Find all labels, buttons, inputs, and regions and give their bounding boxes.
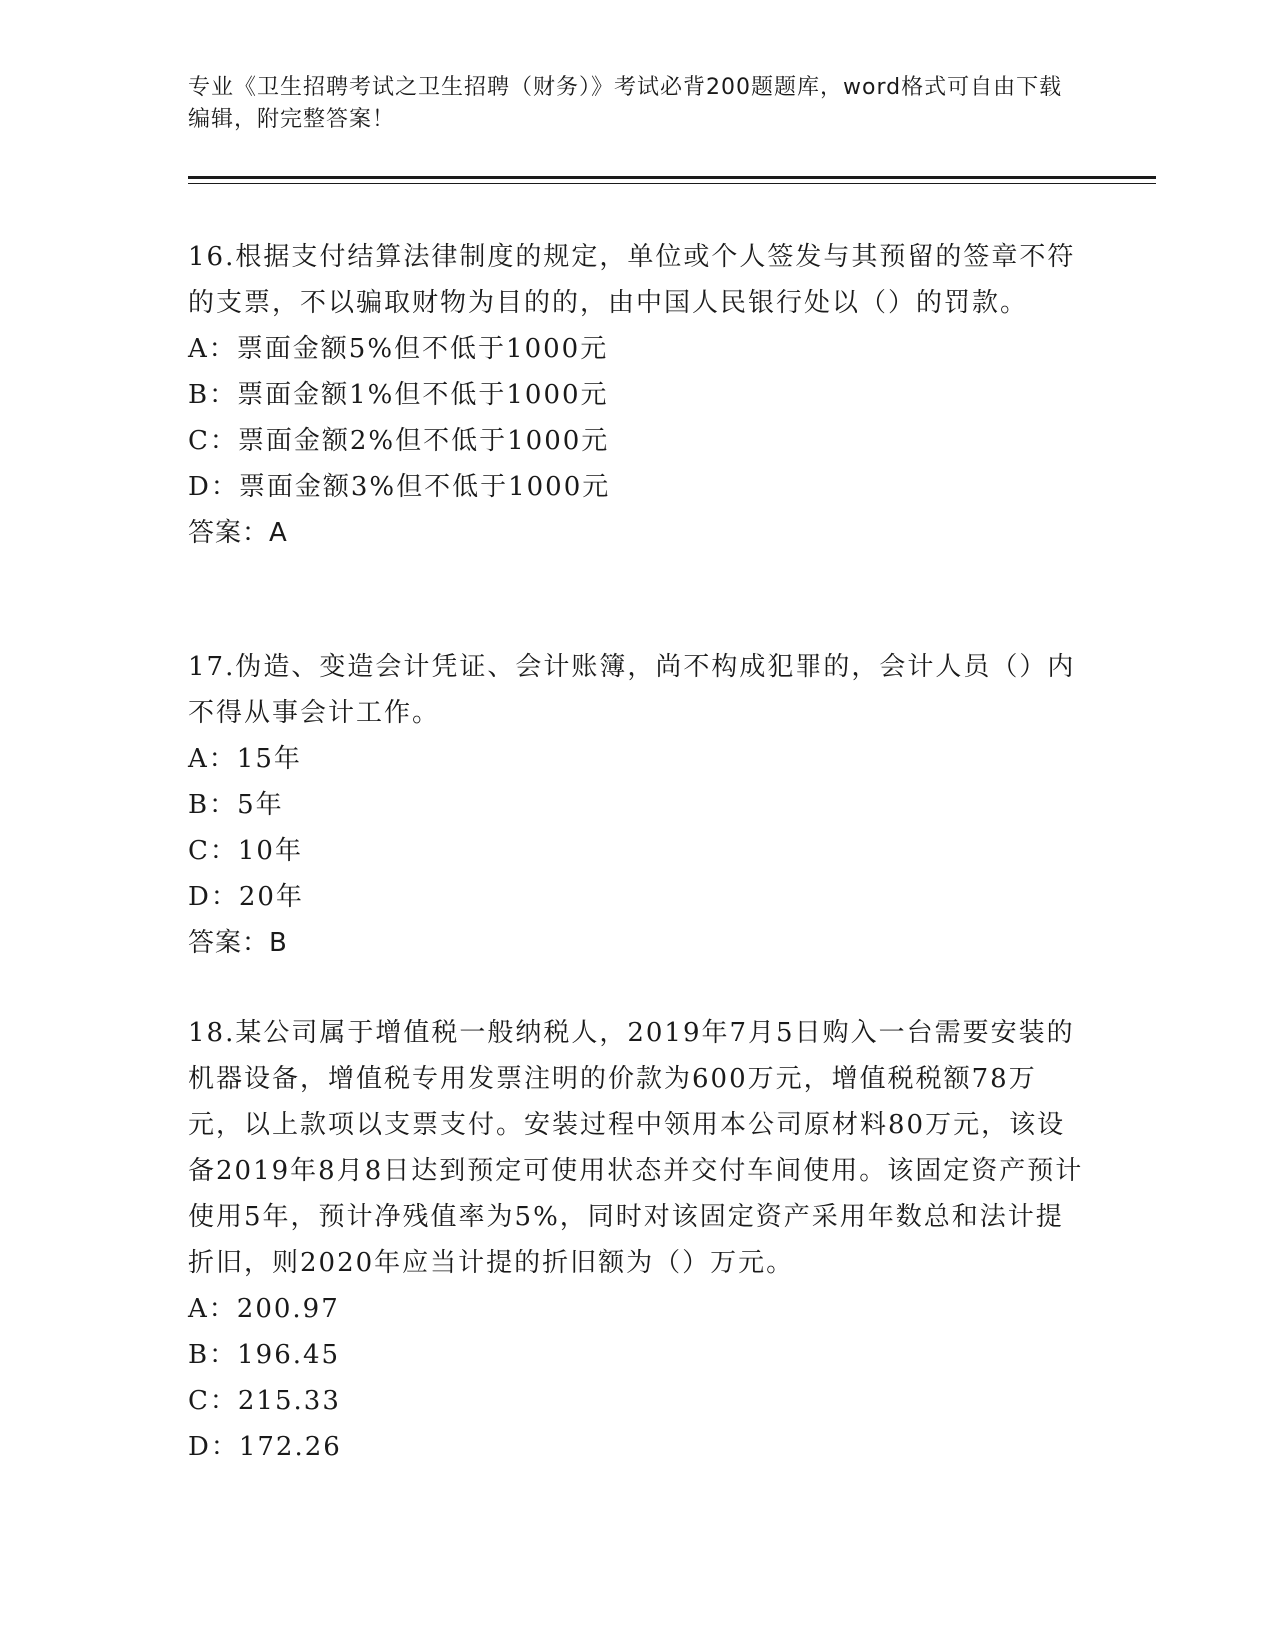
question-stem: 16.根据支付结算法律制度的规定，单位或个人签发与其预留的签章不符的支票，不以骗取财物为目的的，由中国人民银行处以（）的罚款。: [188, 242, 1076, 318]
question-stem: 17.伪造、变造会计凭证、会计账簿，尚不构成犯罪的，会计人员（）内不得从事会计工作。: [188, 652, 1076, 728]
document-header: 专业《卫生招聘考试之卫生招聘（财务）》考试必背200题题库，word格式可自由下载编辑，附完整答案！: [188, 75, 1063, 132]
option-a: A：票面金额5%但不低于1000元: [188, 334, 609, 364]
option-b: B：票面金额1%但不低于1000元: [188, 380, 609, 410]
question-stem: 18.某公司属于增值税一般纳税人，2019年7月5日购入一台需要安装的机器设备，增值税专用发票注明的价款为600万元，增值税税额78万元，以上款项以支票支付。安装过程中领用本公司原材料80万元，该设备2019年8月8日达到预定可使用状态并交付车间使用。该固定资产预计使用5年，预计净残值率为5%，同时对该固定资产采用年数总和法计提折旧，则2020年应当计提的折旧额为（）万元。: [188, 1018, 1084, 1278]
question-16: [188, 234, 1088, 556]
option-d: D：票面金额3%但不低于1000元: [188, 472, 611, 502]
option-d: D：172.26: [188, 1432, 342, 1462]
option-d: D：20年: [188, 882, 304, 912]
option-b: B：5年: [188, 790, 284, 820]
option-a: A：200.97: [188, 1294, 340, 1324]
option-c: C：票面金额2%但不低于1000元: [188, 426, 610, 456]
question-18: [188, 1010, 1088, 1470]
option-c: C：10年: [188, 836, 303, 866]
question-17: [188, 644, 1088, 966]
option-a: A：15年: [188, 744, 302, 774]
header-divider-thin: [188, 183, 1156, 184]
answer-label: 答案：A: [188, 518, 288, 548]
option-b: B：196.45: [188, 1340, 341, 1370]
option-c: C：215.33: [188, 1386, 341, 1416]
answer-label: 答案：B: [188, 928, 288, 958]
header-divider-thick: [188, 176, 1156, 179]
